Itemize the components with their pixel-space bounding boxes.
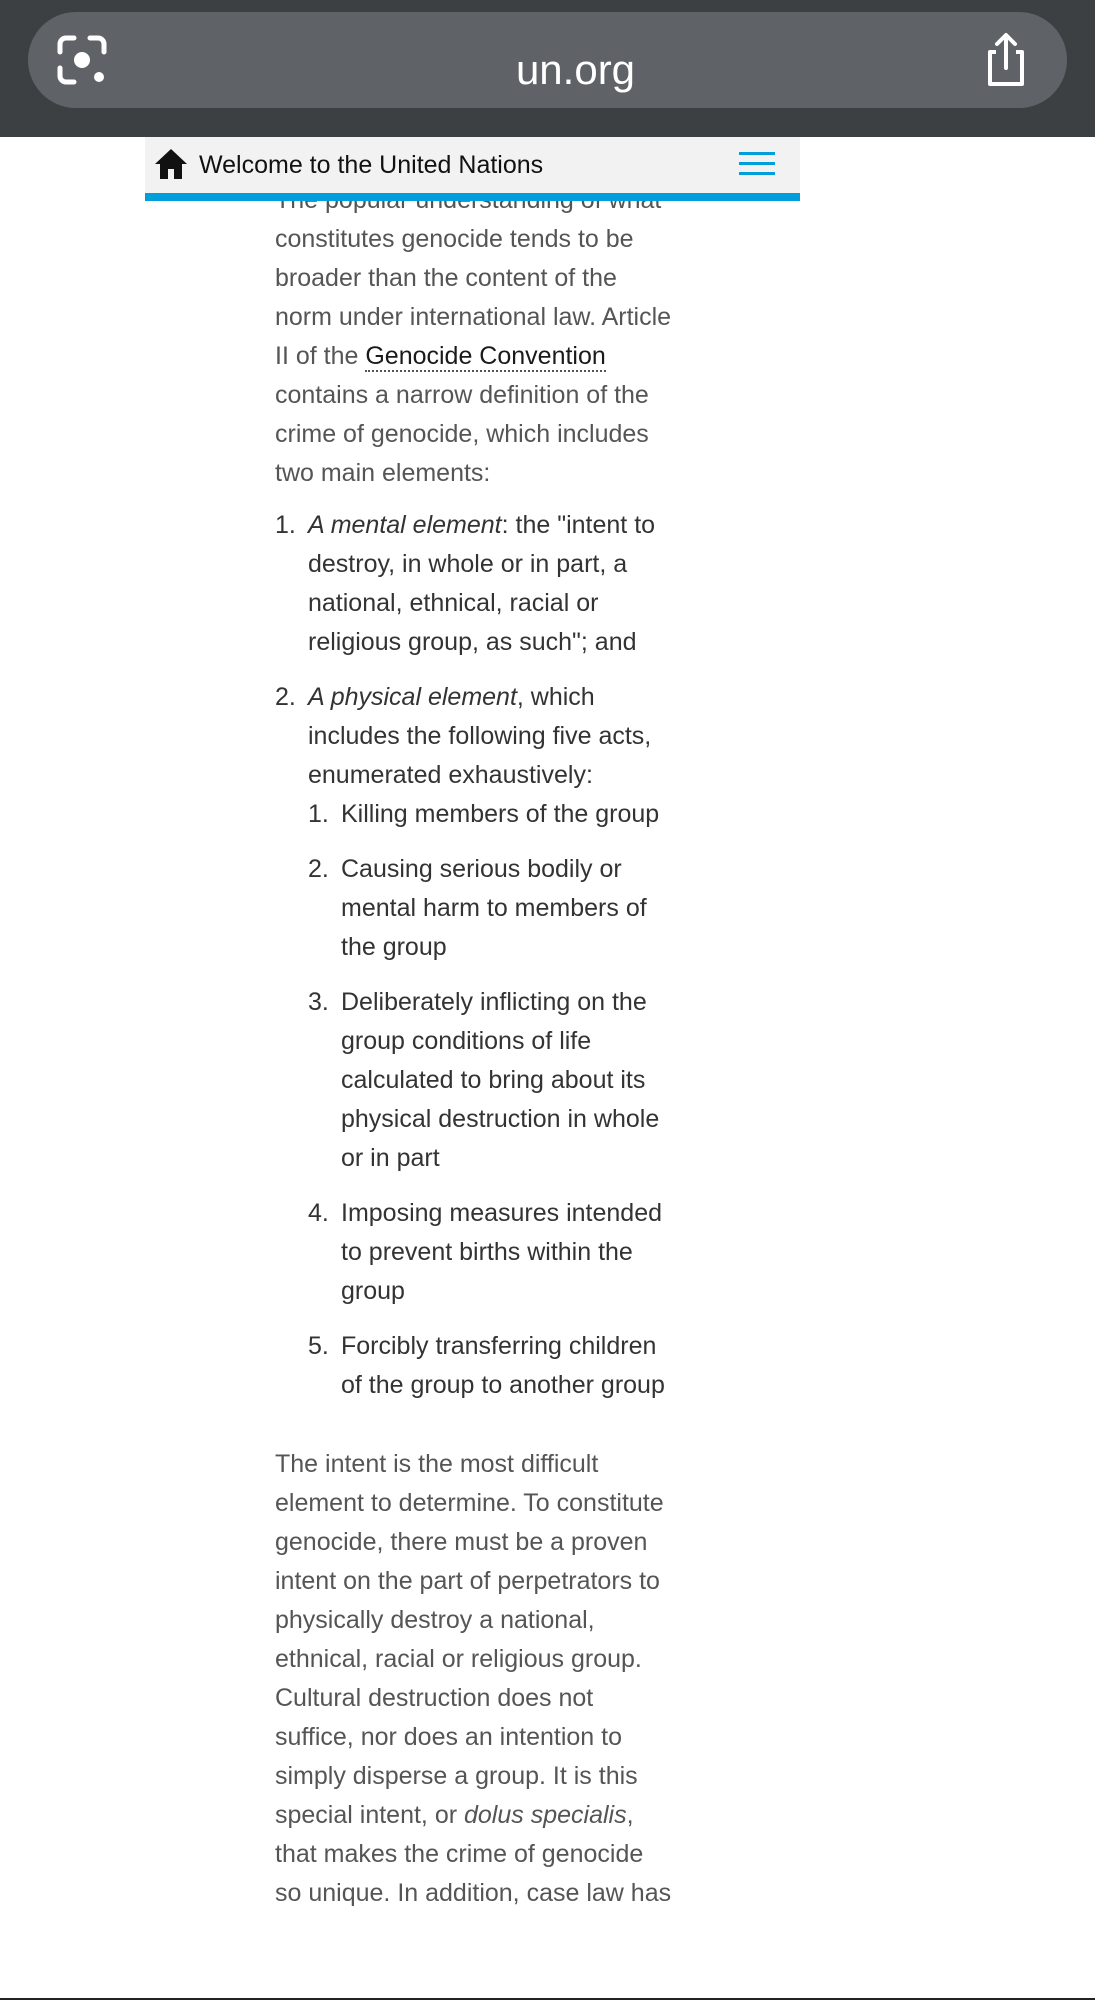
element-term: A mental element [308, 511, 502, 539]
home-icon[interactable] [153, 147, 189, 181]
genocide-convention-link[interactable]: Genocide Convention [365, 342, 606, 370]
page-content [0, 137, 1095, 2000]
list-item [308, 795, 675, 834]
list-item [308, 1327, 675, 1405]
act-text: Killing members of the group [341, 800, 660, 828]
elements-list [275, 506, 675, 1405]
list-item [308, 983, 675, 1178]
intent-term: dolus specialis [464, 1801, 627, 1829]
element-text: : the "intent to destroy, in whole or in part, a national, ethnical, racial or religious group, as such"; and [308, 511, 656, 656]
article-body [275, 181, 675, 1913]
list-item [308, 850, 675, 967]
list-item [275, 506, 675, 662]
camera-search-icon[interactable] [52, 30, 112, 90]
intent-text: The intent is the most difficult element to determine. To constitute genocide, there must be a proven intent on the part of perpetrators to physically destroy a national, ethnical, racial or religious group. Cultural destruction does not suffice, nor does an intention to simply disperse a group. It is this special intent, or [275, 1450, 664, 1829]
hamburger-menu-icon[interactable] [739, 150, 775, 178]
element-term: A physical element [308, 683, 517, 711]
site-header [145, 137, 800, 201]
list-item [308, 1194, 675, 1311]
list-number: 5. [308, 1332, 329, 1360]
list-number: 2. [308, 855, 329, 883]
list-number: 4. [308, 1199, 329, 1227]
site-title[interactable]: Welcome to the United Nations [199, 151, 544, 179]
share-icon[interactable] [976, 30, 1036, 90]
intro-text-continued: contains a narrow definition of the crime of genocide, which includes two main elements: [275, 381, 649, 487]
list-number: 2. [275, 683, 296, 711]
list-number: 3. [308, 988, 329, 1016]
list-item [275, 678, 675, 1405]
url-text[interactable]: un.org [515, 46, 636, 93]
acts-list [308, 795, 675, 1405]
article-paragraph [275, 1445, 675, 1913]
browser-toolbar [0, 0, 1095, 137]
intro-text: constitutes genocide tends to be broader than the content of the norm under international law. Article II of the [275, 225, 672, 370]
element-text: , which includes the following five acts, enumerated exhaustively: [308, 683, 652, 789]
address-bar[interactable] [28, 12, 1067, 108]
act-text: Forcibly transferring children of the group to another group [341, 1332, 665, 1399]
act-text: Imposing measures intended to prevent births within the group [341, 1199, 663, 1305]
article-paragraph [275, 181, 675, 493]
act-text: Deliberately inflicting on the group conditions of life calculated to bring about its physical destruction in whole or in part [341, 988, 660, 1172]
act-text: Causing serious bodily or mental harm to members of the group [341, 855, 647, 961]
list-number: 1. [308, 800, 329, 828]
intent-text-continued: , that makes the crime of genocide so unique. In addition, case law has [275, 1801, 672, 1907]
list-number: 1. [275, 511, 296, 539]
